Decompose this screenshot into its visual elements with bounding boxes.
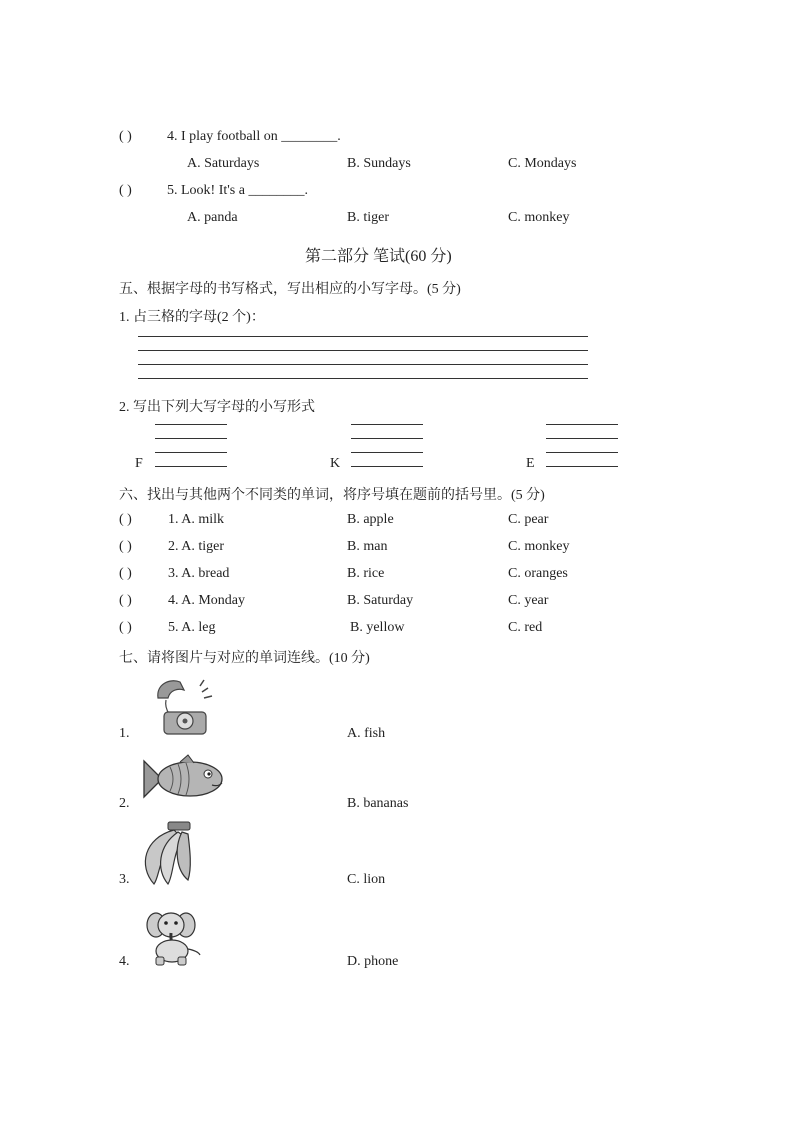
bananas-icon[interactable] [138, 820, 200, 890]
section-title: 七、请将图片与对应的单词连线。(10 分) [119, 651, 370, 666]
section-title: 六、找出与其他两个不同类的单词，将序号填在题前的括号里。(5 分) [119, 488, 545, 503]
option-c: C. pear [508, 512, 549, 527]
option-a: 1. A. milk [168, 512, 225, 527]
option-c: C. red [508, 620, 543, 635]
match-word[interactable]: C. lion [347, 872, 386, 887]
item-number: 2. [119, 796, 130, 811]
answer-paren[interactable]: ( ) [119, 539, 132, 554]
item-number: 3. [119, 872, 130, 887]
telephone-icon[interactable] [150, 676, 222, 738]
option-a: 2. A. tiger [168, 539, 224, 554]
answer-paren[interactable]: ( ) [119, 512, 132, 527]
question-stem: 4. I play football on ________. [167, 129, 341, 144]
item-number: 1. [119, 726, 130, 741]
option-a: A. Saturdays [187, 156, 260, 171]
letter-label: K [330, 456, 341, 471]
letter-label: E [526, 456, 535, 471]
section-title: 五、根据字母的书写格式，写出相应的小写字母。(5 分) [119, 282, 461, 297]
answer-paren[interactable]: ( ) [119, 129, 132, 144]
option-c: C. monkey [508, 539, 570, 554]
option-a: 4. A. Monday [168, 593, 245, 608]
option-b: B. man [347, 539, 388, 554]
question-stem: 5. Look! It's a ________. [167, 183, 308, 198]
match-word[interactable]: B. bananas [347, 796, 409, 811]
option-b: B. apple [347, 512, 394, 527]
fish-icon[interactable] [140, 753, 226, 805]
match-word[interactable]: D. phone [347, 954, 399, 969]
answer-paren[interactable]: ( ) [119, 566, 132, 581]
match-word[interactable]: A. fish [347, 726, 386, 741]
answer-paren[interactable]: ( ) [119, 620, 132, 635]
option-b: B. rice [347, 566, 385, 581]
part-title: 第二部分 笔试(60 分) [305, 248, 452, 265]
letter-label: F [135, 456, 143, 471]
option-c: C. year [508, 593, 549, 608]
item-number: 4. [119, 954, 130, 969]
option-a: A. panda [187, 210, 238, 225]
option-a: 3. A. bread [168, 566, 230, 581]
option-c: C. Mondays [508, 156, 577, 171]
option-b: B. yellow [350, 620, 405, 635]
option-b: B. Saturday [347, 593, 414, 608]
option-b: B. Sundays [347, 156, 411, 171]
question-label: 1. 占三格的字母(2 个)： [119, 310, 265, 325]
answer-paren[interactable]: ( ) [119, 593, 132, 608]
question-label: 2. 写出下列大写字母的小写形式 [119, 400, 315, 415]
answer-paren[interactable]: ( ) [119, 183, 132, 198]
option-c: C. oranges [508, 566, 568, 581]
option-b: B. tiger [347, 210, 389, 225]
option-a: 5. A. leg [168, 620, 216, 635]
elephant-icon[interactable] [144, 905, 206, 967]
option-c: C. monkey [508, 210, 570, 225]
